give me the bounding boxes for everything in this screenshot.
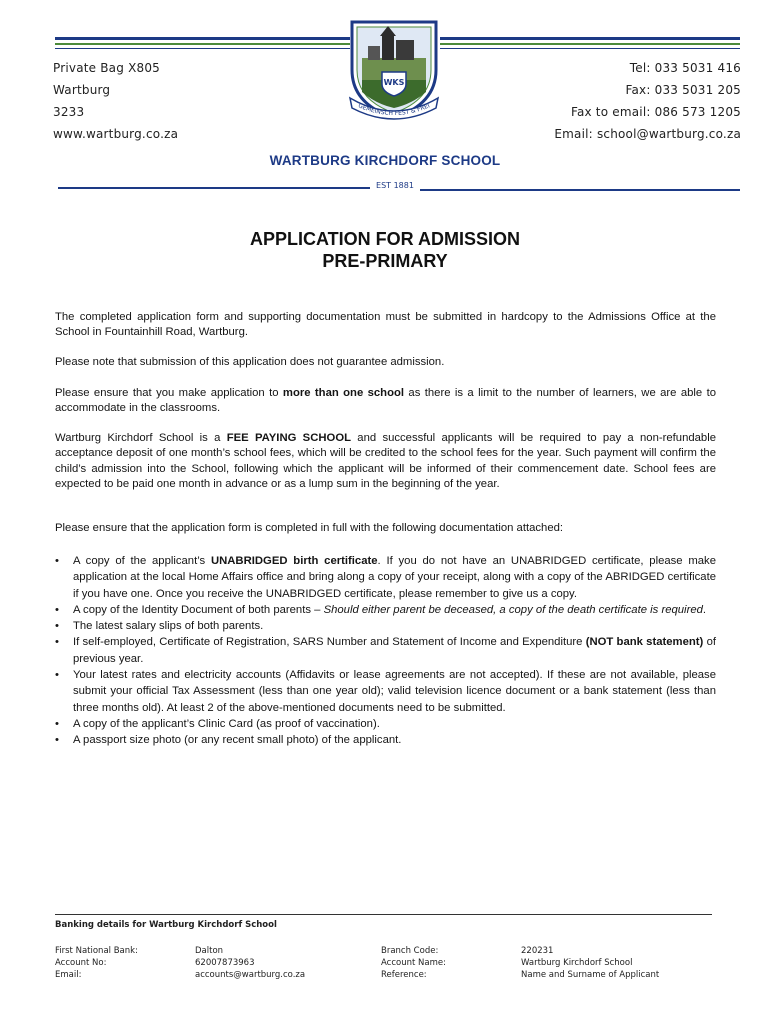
page-subtitle: PRE-PRIMARY <box>322 251 448 271</box>
header-rule-top-blue-right <box>440 37 740 40</box>
est-rule-left <box>58 187 370 189</box>
intro-paragraph-4: Wartburg Kirchdorf School is a FEE PAYING SCHOOL and successful applicants will be required to pay a non-refundable acceptance deposit of one month’s school fees, which will be credited to the school fees for the year. Such payment will confirm the child’s admission into the School, following which the applicant will be informed of their commencement date. School fees are expected to be paid one month in advance or as a lump sum in the beginning of the year. <box>55 432 717 490</box>
header-rule-top-green <box>55 43 350 45</box>
account-name-label: Account Name: <box>381 958 446 968</box>
svg-text:GEMEINSCH FEST & FREI: GEMEINSCH FEST & FREI <box>357 102 431 118</box>
reference-label: Reference: <box>381 970 427 980</box>
crest-shield <box>382 72 406 96</box>
list-item: • A passport size photo (or any recent small photo) of the applicant. <box>55 734 402 747</box>
email-link[interactable]: Email: school@wartburg.co.za <box>554 127 741 141</box>
website-link[interactable]: www.wartburg.co.za <box>53 127 179 141</box>
account-name-value: Wartburg Kirchdorf School <box>521 958 633 968</box>
address-line-1: Private Bag X805 <box>53 61 160 75</box>
header-rule-top-blue-thin-right <box>440 48 740 49</box>
account-no-label: Account No: <box>55 958 107 968</box>
list-item: • A copy of the Identity Document of both parents – Should either parent be deceased, a copy of the death certificate is required. <box>55 603 707 616</box>
est-rule-right <box>420 189 740 191</box>
reference-value: Name and Surname of Applicant <box>521 970 660 980</box>
list-item: • A copy of the applicant’s Clinic Card (as proof of vaccination). <box>55 717 380 730</box>
school-crest <box>342 18 446 122</box>
list-item: • Your latest rates and electricity accounts (Affidavits or lease agreements are not accepted). If these are not available, please submit your official Tax Assessment (less than one year old); valid television licence document or a bank statement (less than three months old). At least 2 of the above-mentioned documents need to be submitted. <box>55 669 716 714</box>
email-label: Email: <box>55 970 82 980</box>
page-title: APPLICATION FOR ADMISSION <box>250 229 520 249</box>
school-name: WARTBURG KIRCHDORF SCHOOL <box>269 153 501 168</box>
requirements-list <box>55 553 716 749</box>
telephone: Tel: 033 5031 416 <box>629 61 741 75</box>
school-crest-icon <box>342 18 446 122</box>
footer-rule <box>55 914 712 915</box>
svg-text:WKS: WKS <box>383 78 405 87</box>
est-year: EST 1881 <box>370 181 420 190</box>
fax-to-email: Fax to email: 086 573 1205 <box>570 105 741 119</box>
header-rule-top-green-right <box>440 43 740 45</box>
address-postal-code: 3233 <box>53 105 85 119</box>
banking-title: Banking details for Wartburg Kirchdorf School <box>55 920 277 930</box>
intro-paragraph-1: The completed application form and supporting documentation must be submitted in hardcopy to the Admissions Office at the School in Fountainhill Road, Wartburg. <box>55 311 716 339</box>
address-line-2: Wartburg <box>53 83 111 97</box>
list-item: • If self-employed, Certificate of Registration, SARS Number and Statement of Income and Expenditure (NOT bank statement) of previous year. <box>55 636 716 665</box>
intro-paragraph-3: Please ensure that you make application to more than one school as there is a limit to the number of learners, we are able to accommodate in the classrooms. <box>55 387 716 415</box>
account-no-value: 62007873963 <box>195 958 255 968</box>
branch-code-value: 220231 <box>521 946 554 956</box>
list-item: • The latest salary slips of both parents. <box>55 620 264 633</box>
list-item: • A copy of the applicant’s UNABRIDGED birth certificate. If you do not have an UNABRIDGED certificate, please make application at the local Home Affairs office and bring along a copy of your receipt, along with a copy of the ABRIDGED certificate if you have one. Once you receive the UNABRIDGED certificate, please remember to give us a copy. <box>55 555 716 600</box>
branch-code-label: Branch Code: <box>381 946 439 956</box>
header-rule-top-blue <box>55 37 350 40</box>
bank-value: Dalton <box>195 946 224 956</box>
accounts-email-link[interactable]: accounts@wartburg.co.za <box>195 970 306 980</box>
intro-paragraph-2: Please note that submission of this application does not guarantee admission. <box>55 356 445 368</box>
intro-paragraph-5: Please ensure that the application form is completed in full with the following documentation attached: <box>55 522 564 534</box>
bank-label: First National Bank: <box>55 946 138 956</box>
fax: Fax: 033 5031 205 <box>625 83 741 97</box>
header-rule-top-blue-thin <box>55 48 350 49</box>
